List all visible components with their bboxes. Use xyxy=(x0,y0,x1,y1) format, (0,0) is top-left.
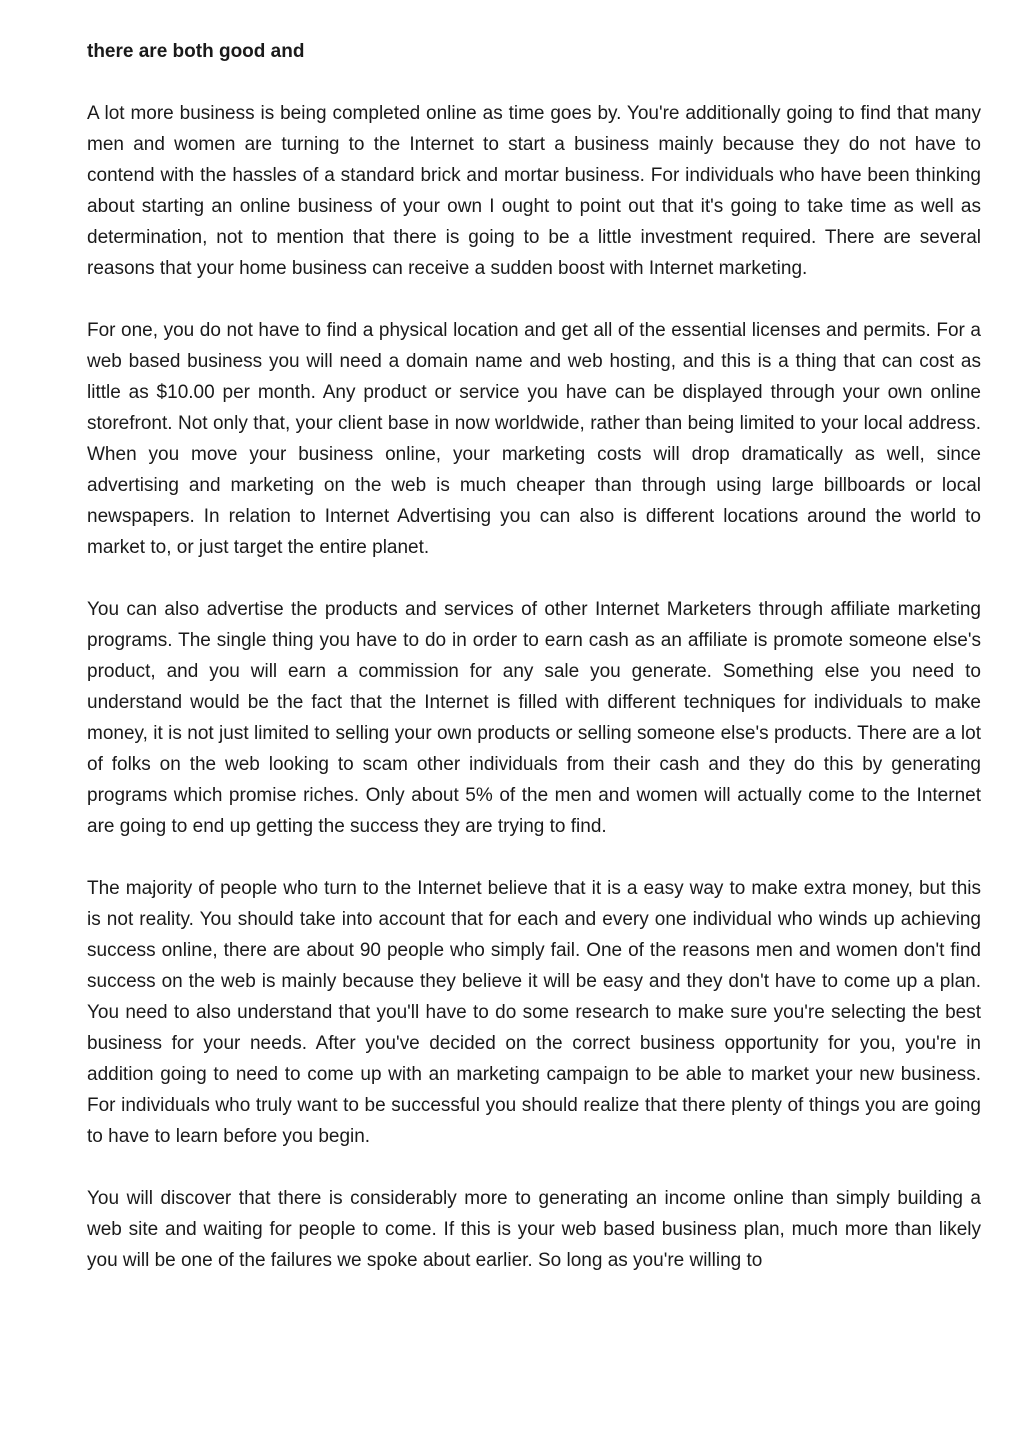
paragraph-5: You will discover that there is considerably more to generating an income online than simply building a web site and waiting for people to come. If this is your web based business plan, much more than likely you will be one of the failures we spoke about earlier. So long as you're willing to xyxy=(87,1188,981,1271)
document-heading: there are both good and xyxy=(87,41,305,62)
paragraph-1: A lot more business is being completed online as time goes by. You're additionally going to find that many men and women are turning to the Internet to start a business mainly because they do not have to contend with the hassles of a standard brick and mortar business. For individuals who have been thinking about starting an online business of your own I ought to point out that it's going to take time as well as determination, not to mention that there is going to be a little investment required. There are several reasons that your home business can receive a sudden boost with Internet marketing. xyxy=(87,103,981,279)
paragraph-2: For one, you do not have to find a physical location and get all of the essential licenses and permits. For a web based business you will need a domain name and web hosting, and this is a thing that can cost as little as $10.00 per month. Any product or service you have can be displayed through your own online storefront. Not only that, your client base in now worldwide, rather than being limited to your local address. When you move your business online, your marketing costs will drop dramatically as well, since advertising and marketing on the web is much cheaper than through using large billboards or local newspapers. In relation to Internet Advertising you can also is different locations around the world to market to, or just target the entire planet. xyxy=(87,320,981,558)
paragraph-4: The majority of people who turn to the Internet believe that it is a easy way to make extra money, but this is not reality. You should take into account that for each and every one individual who winds up achieving success online, there are about 90 people who simply fail. One of the reasons men and women don't find success on the web is mainly because they believe it will be easy and they don't have to come up a plan. You need to also understand that you'll have to do some research to make sure you're selecting the best business for your needs. After you've decided on the correct business opportunity for you, you're in addition going to need to come up with an marketing campaign to be able to market your new business. For individuals who truly want to be successful you should realize that there plenty of things you are going to have to learn before you begin. xyxy=(87,878,981,1147)
document-page xyxy=(87,36,981,1307)
paragraph-3: You can also advertise the products and services of other Internet Marketers through affiliate marketing programs. The single thing you have to do in order to earn cash as an affiliate is promote someone else's product, and you will earn a commission for any sale you generate. Something else you need to understand would be the fact that the Internet is filled with different techniques for individuals to make money, it is not just limited to selling your own products or selling someone else's products. There are a lot of folks on the web looking to scam other individuals from their cash and they do this by generating programs which promise riches. Only about 5% of the men and women will actually come to the Internet are going to end up getting the success they are trying to find. xyxy=(87,599,981,837)
